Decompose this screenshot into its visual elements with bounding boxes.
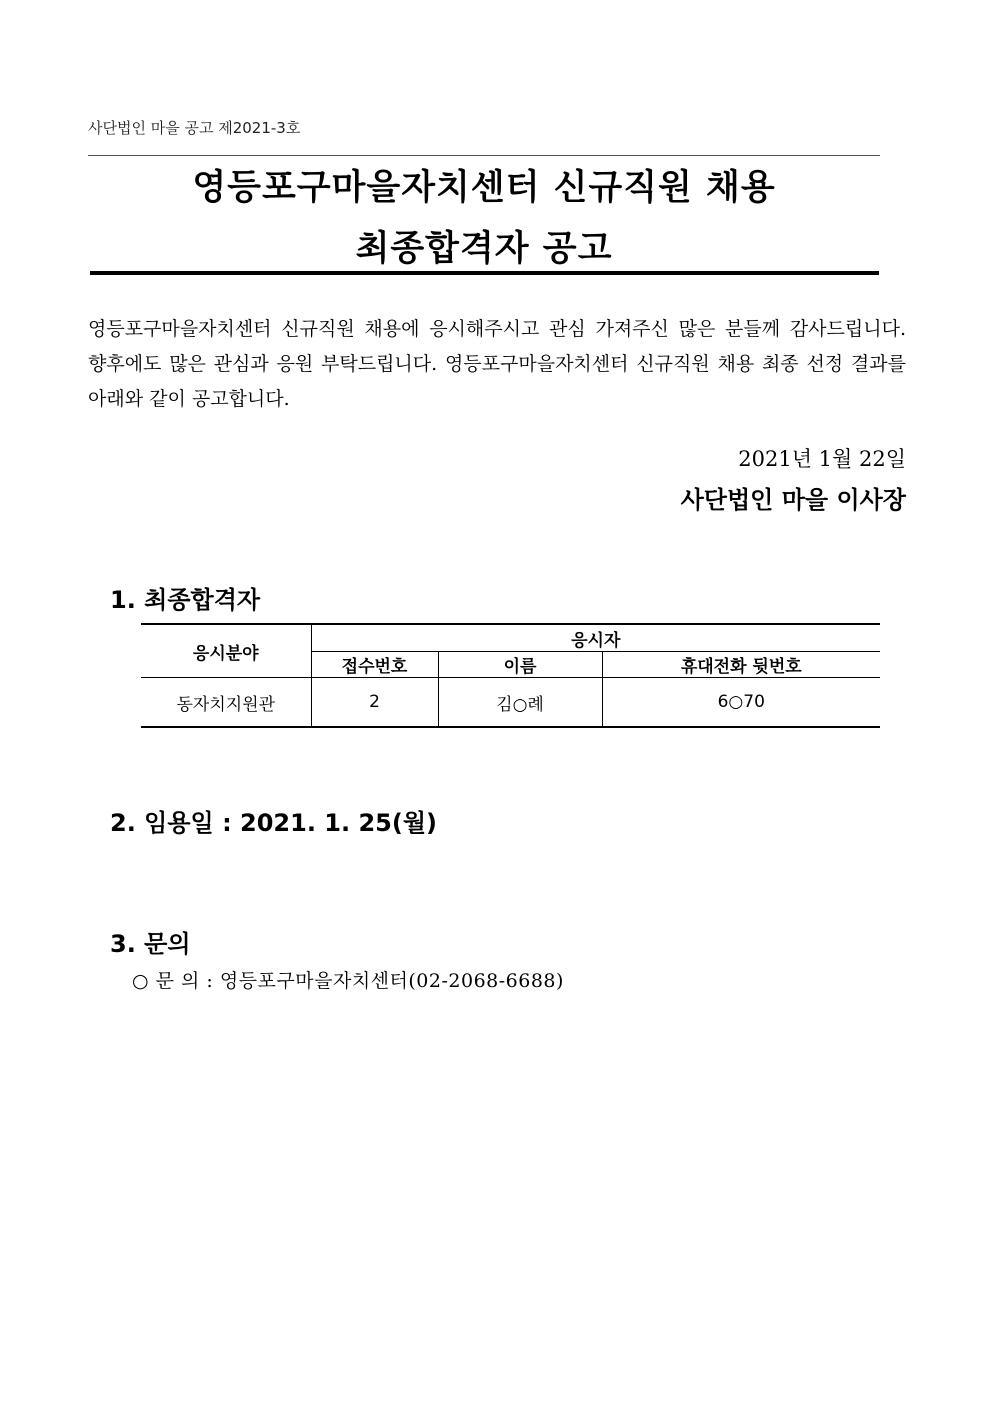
header-divider (88, 155, 880, 156)
header-field: 응시분야 (141, 624, 311, 678)
header-phone-suffix: 휴대전화 뒷번호 (602, 652, 880, 678)
cell-name: 김○례 (438, 678, 602, 728)
issuer-name: 사단법인 마을 이사장 (680, 485, 906, 514)
header-receipt-number: 접수번호 (311, 652, 438, 678)
section-inquiry-heading: 3. 문의 (110, 930, 191, 958)
title-divider (90, 271, 879, 275)
intro-paragraph: 영등포구마을자치센터 신규직원 채용에 응시해주시고 관심 가져주신 많은 분들께 감사드립니다. 향후에도 많은 관심과 응원 부탁드립니다. 영등포구마을자치센터 신규직원 채용 최종 선정 결과를 아래와 같이 공고합니다. (88, 318, 906, 410)
table-row (141, 678, 880, 728)
header-name: 이름 (438, 652, 602, 678)
cell-receipt-number: 2 (311, 678, 438, 728)
section-appointment-date-heading: 2. 임용일 : 2021. 1. 25(월) (110, 809, 437, 837)
notice-date: 2021년 1월 22일 (738, 447, 906, 471)
cell-field: 동자치지원관 (141, 678, 311, 728)
cell-phone-suffix: 6○70 (602, 678, 880, 728)
notice-number: 사단법인 마을 공고 제2021-3호 (88, 119, 301, 137)
header-applicant: 응시자 (311, 624, 880, 652)
section-final-candidates-heading: 1. 최종합격자 (110, 586, 261, 614)
results-table (141, 623, 880, 728)
inquiry-contact: ○ 문 의 : 영등포구마을자치센터(02-2068-6688) (132, 970, 564, 992)
page-title-line1: 영등포구마을자치센터 신규직원 채용 (192, 168, 776, 208)
page-title-line2: 최종합격자 공고 (355, 229, 613, 269)
